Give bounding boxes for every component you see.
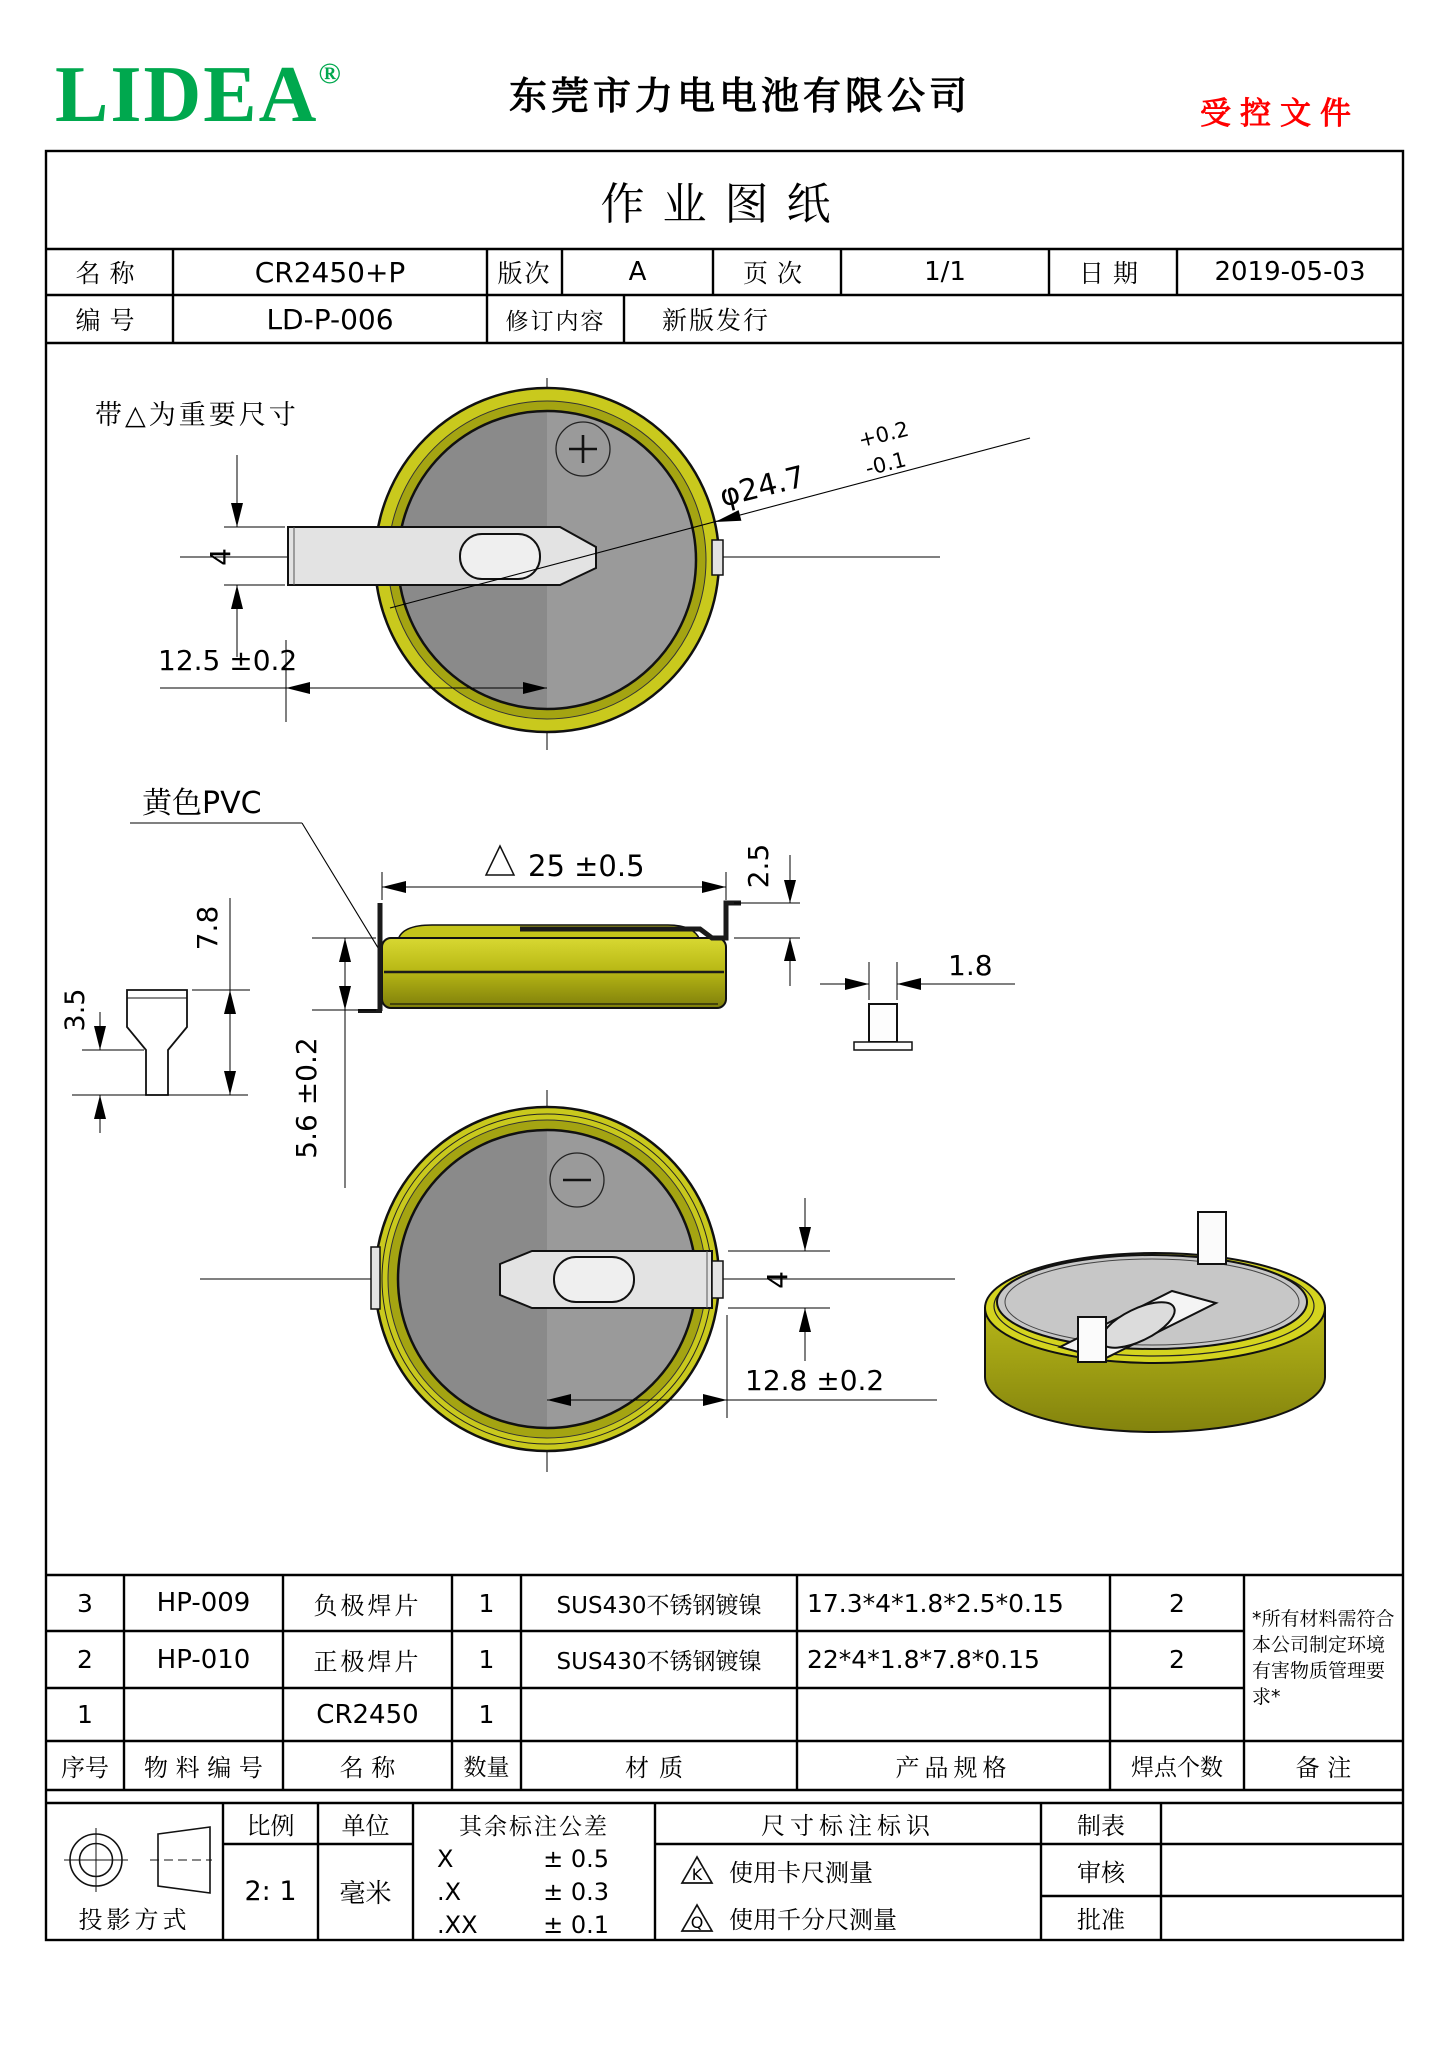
unit-label: 单位 — [341, 1812, 390, 1840]
bom-name: 正极焊片 — [313, 1648, 422, 1676]
dim-label: 1.8 — [948, 949, 993, 982]
date-value: 2019-05-03 — [1214, 257, 1366, 287]
bom-seq: 2 — [77, 1645, 93, 1674]
page-label: 页次 — [742, 259, 811, 288]
tolerance-symbol: .XX — [437, 1910, 478, 1939]
tab-foot-edge — [371, 1247, 380, 1309]
bom-header-solder: 焊点个数 — [1131, 1755, 1223, 1781]
caliper-text: 使用卡尺测量 — [729, 1858, 873, 1887]
important-dim-triangle — [486, 846, 514, 875]
revision-label: 版次 — [497, 259, 552, 288]
bom-remark-note: *所有材料需符合本公司制定环境有害物质管理要求* — [1252, 1608, 1395, 1708]
tab-oval-hole — [554, 1257, 634, 1302]
tolerance-value: ± 0.5 — [543, 1844, 609, 1873]
bom-qty: 1 — [478, 1645, 495, 1674]
bom-qty: 1 — [478, 1588, 495, 1618]
bom-seq: 1 — [77, 1700, 93, 1729]
upright-tab-rear — [1198, 1212, 1226, 1264]
bom-material: SUS430不锈钢镀镍 — [556, 1649, 762, 1675]
micrometer-note — [655, 1896, 1065, 1939]
pvc-label: 黄色PVC — [142, 786, 262, 821]
company-name: 东莞市力电电池有限公司 — [508, 73, 971, 118]
sheet-title: 作业图纸 — [600, 179, 849, 230]
review-label: 审核 — [1077, 1858, 1125, 1887]
tolerance-value: ± 0.1 — [543, 1910, 609, 1939]
bom-header-name: 名 称 — [339, 1754, 396, 1782]
maker-value — [1161, 1803, 1403, 1844]
bom-name: 负极焊片 — [313, 1591, 422, 1620]
tolerance-symbol: .X — [437, 1877, 462, 1906]
bom-spec: 22*4*1.8*7.8*0.15 — [807, 1645, 1040, 1674]
dim-label: 4 — [204, 548, 237, 566]
tab-cross-section — [869, 1004, 897, 1042]
important-dim-note: 带△为重要尺寸 — [95, 400, 299, 431]
bom-part-no: HP-009 — [156, 1588, 251, 1618]
tolerance-row — [413, 1842, 655, 1875]
bom-solder-points: 2 — [1169, 1645, 1185, 1674]
projection-label: 投影方式 — [78, 1905, 191, 1934]
bom-header-seq: 序号 — [61, 1754, 109, 1782]
tolerance-row — [413, 1875, 655, 1908]
bom-name: CR2450 — [316, 1699, 419, 1730]
revision-value: A — [628, 257, 647, 287]
bom-header-qty: 数量 — [463, 1755, 510, 1781]
bom-qty: 1 — [478, 1700, 495, 1729]
bom-header-part-no: 物 料 编 号 — [144, 1754, 263, 1782]
registered-mark-icon: ® — [318, 57, 341, 90]
bom-part-no: HP-010 — [156, 1644, 251, 1675]
micrometer-triangle-icon — [679, 1902, 715, 1934]
tolerance-symbol: X — [437, 1844, 454, 1873]
name-label: 名称 — [75, 259, 144, 288]
maker-label: 制表 — [1077, 1812, 1125, 1840]
approve-label: 批准 — [1077, 1906, 1125, 1934]
upright-tab-front — [1078, 1317, 1106, 1362]
micrometer-text: 使用千分尺测量 — [729, 1906, 897, 1934]
code-value: LD-P-006 — [266, 302, 394, 336]
code-label: 编号 — [75, 306, 144, 335]
caliper-note — [655, 1844, 1065, 1896]
dim-label: 2.5 — [742, 843, 775, 889]
dim-label: 5.6 ±0.2 — [290, 1037, 323, 1159]
positive-weld-tab — [288, 527, 596, 585]
scale-label: 比例 — [246, 1812, 295, 1840]
dim-diameter — [712, 417, 918, 517]
dim-label: 4 — [761, 1271, 794, 1289]
dim-label: 12.8 ±0.2 — [745, 1364, 885, 1397]
svg-text:Q: Q — [690, 1912, 704, 1932]
change-value: 新版发行 — [662, 306, 771, 335]
caliper-triangle-icon — [679, 1854, 715, 1886]
tolerance-row — [413, 1908, 655, 1941]
svg-text:+0.2: +0.2 — [855, 416, 912, 453]
positive-tab-flat-pattern — [127, 990, 187, 1095]
tab-oval-hole — [460, 534, 540, 579]
bom-header-spec: 产品规格 — [895, 1754, 1012, 1782]
svg-text:K: K — [691, 1865, 703, 1884]
review-value — [1161, 1844, 1403, 1896]
isometric-view — [985, 1212, 1325, 1432]
dim-label: 12.5 ±0.2 — [158, 644, 298, 677]
bom-solder-points: 2 — [1169, 1588, 1185, 1618]
svg-text:-0.1: -0.1 — [862, 447, 909, 481]
top-view-positive — [158, 378, 1030, 750]
scale-value: 2: 1 — [244, 1876, 297, 1907]
page-value: 1/1 — [924, 257, 966, 287]
bom-material: SUS430不锈钢镀镍 — [556, 1592, 762, 1619]
change-label: 修订内容 — [505, 308, 606, 335]
tolerance-label: 其余标注公差 — [459, 1813, 609, 1840]
controlled-document-stamp: 受控文件 — [1200, 95, 1360, 132]
svg-text:φ24.7: φ24.7 — [716, 459, 809, 515]
tab-edge-nub — [712, 1261, 723, 1298]
tolerance-value: ± 0.3 — [543, 1877, 609, 1906]
name-value: CR2450+P — [254, 255, 406, 289]
unit-value: 毫米 — [339, 1879, 392, 1909]
dim-label: 3.5 — [60, 988, 91, 1032]
dim-label: 7.8 — [191, 905, 224, 951]
bom-header-remark: 备 注 — [1295, 1754, 1352, 1782]
date-label: 日期 — [1078, 259, 1147, 288]
approve-value — [1161, 1896, 1403, 1939]
projection-symbol-icon — [62, 1826, 212, 1894]
tab-edge-nub — [712, 540, 723, 575]
dim-mark-label: 尺寸标注标识 — [761, 1812, 935, 1840]
dim-label: 25 ±0.5 — [528, 849, 645, 883]
logo-text: LIDEA — [55, 51, 319, 139]
bom-spec: 17.3*4*1.8*2.5*0.15 — [807, 1588, 1064, 1618]
bom-seq: 3 — [77, 1588, 93, 1618]
bom-header-material: 材质 — [625, 1754, 693, 1782]
